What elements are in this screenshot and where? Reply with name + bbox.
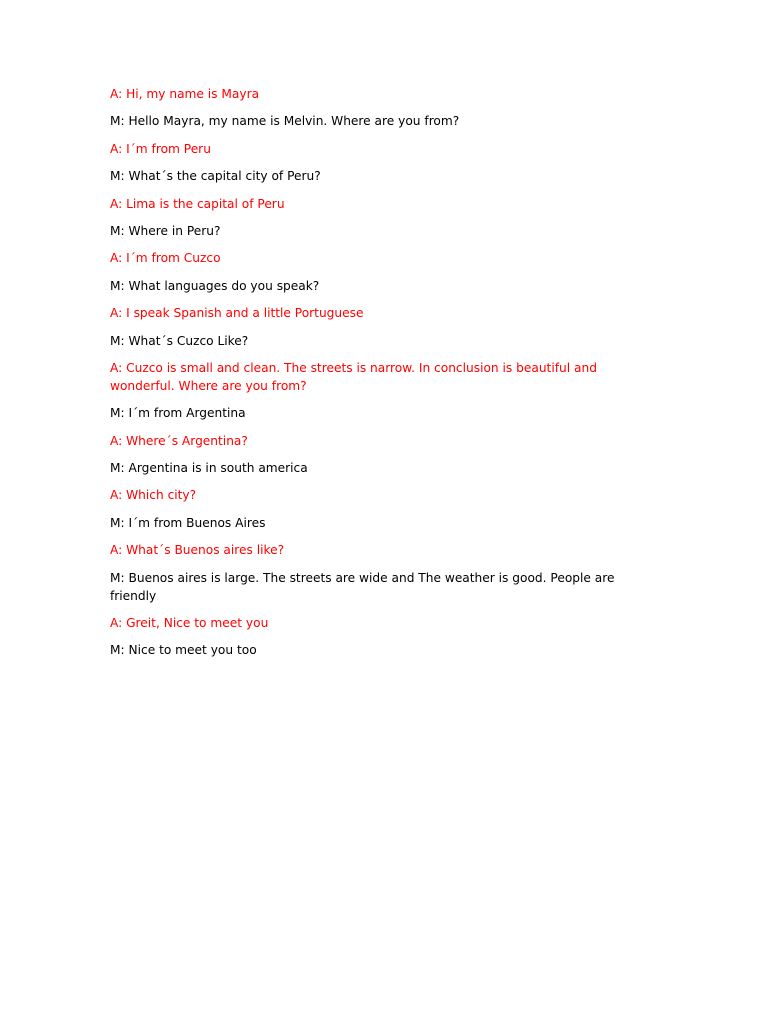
dialogue-line-m: M: Argentina is in south america	[110, 461, 308, 476]
dialogue-line-a: A: I´m from Cuzco	[110, 251, 221, 266]
dialogue-line-m: M: I´m from Argentina	[110, 406, 246, 421]
dialogue-line-a: A: I´m from Peru	[110, 141, 211, 156]
dialogue-line-m: M: What´s Cuzco Like?	[110, 333, 249, 348]
dialogue-line-m: M: Where in Peru?	[110, 223, 221, 238]
dialogue-line-a: A: I speak Spanish and a little Portuguese	[110, 306, 364, 321]
dialogue-line-a: A: Lima is the capital of Peru	[110, 196, 285, 211]
dialogue-line-a: A: Which city?	[110, 488, 197, 503]
dialogue-line-a: A: Where´s Argentina?	[110, 433, 248, 448]
dialogue-line-a: A: What´s Buenos aires like?	[110, 543, 285, 558]
dialogue-line-m: M: Buenos aires is large. The streets are wide and The weather is good. People are friendly	[110, 570, 615, 603]
dialogue-text	[110, 85, 650, 669]
dialogue-line-m: M: What´s the capital city of Peru?	[110, 169, 321, 184]
dialogue-line-a: A: Hi, my name is Mayra	[110, 87, 260, 101]
dialogue-line-m: M: What languages do you speak?	[110, 278, 320, 293]
dialogue-line-a: A: Cuzco is small and clean. The streets is narrow. In conclusion is beautiful and wonderful. Where are you from?	[110, 360, 597, 393]
dialogue-line-m: M: I´m from Buenos Aires	[110, 515, 266, 530]
dialogue-line-m: M: Hello Mayra, my name is Melvin. Where are you from?	[110, 114, 460, 129]
dialogue-line-a: A: Greit, Nice to meet you	[110, 616, 269, 631]
dialogue-line-m: M: Nice to meet you too	[110, 643, 257, 658]
